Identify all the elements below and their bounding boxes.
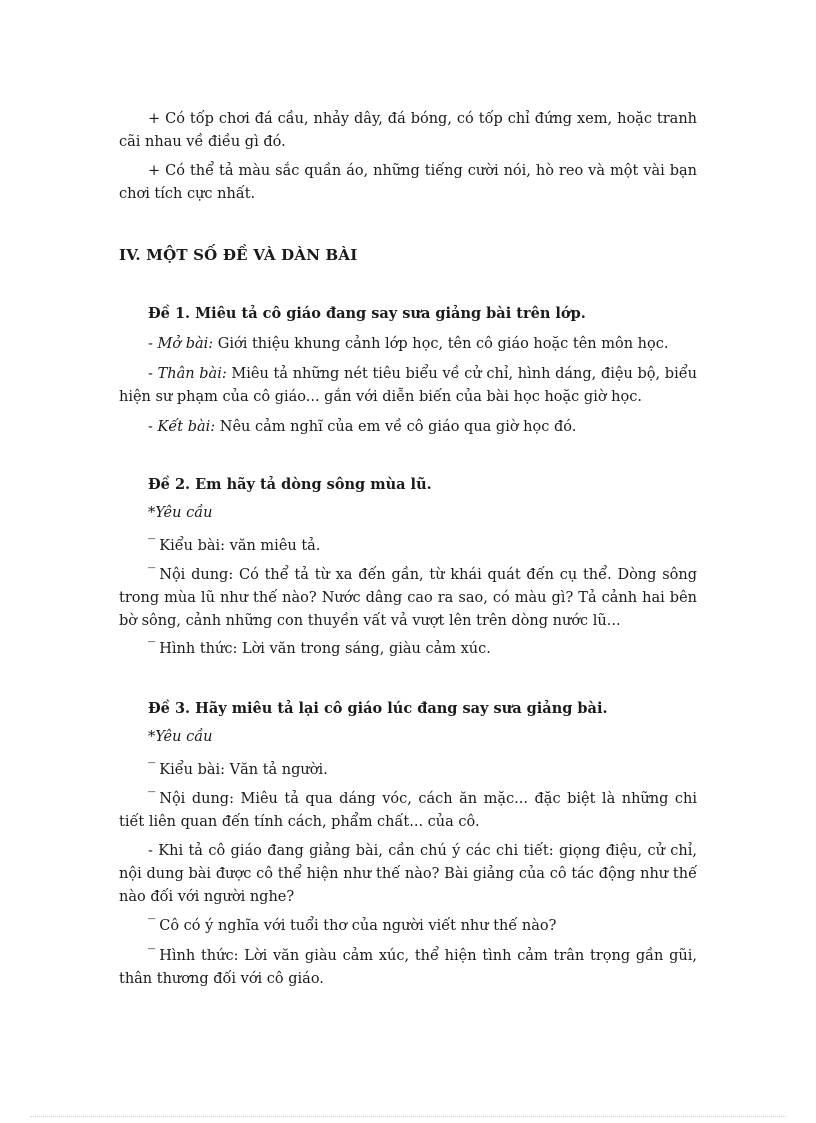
intro-bullet-2: + Có thể tả màu sắc quần áo, những tiếng cười nói, hò reo và một vài bạn chơi tích cực nhất. xyxy=(119,163,697,202)
dash-icon: ‾ xyxy=(148,791,156,807)
topic-3-detail: - Khi tả cô giáo đang giảng bài, cần chú ý các chi tiết: giọng điệu, cử chỉ, nội dung bài được cô thể hiện như thế nào? Bài giảng của cô tác động như thế nào đối với người nghe? xyxy=(119,843,697,905)
page-bottom-divider xyxy=(30,1116,786,1117)
topic-2-content: ‾ Nội dung: Có thể tả từ xa đến gần, từ khái quát đến cụ thể. Dòng sông trong mùa lũ như thế nào? Nước dâng cao ra sao, có màu gì? Tả cảnh hai bên bờ sông, cảnh những con thuyền vất vả vượt lên trên dòng nước lũ... xyxy=(119,567,697,629)
topic-3-type: ‾ Kiểu bài: Văn tả người. xyxy=(148,762,328,778)
topic-1-title: Đề 1. Miêu tả cô giáo đang say sưa giảng bài trên lớp. xyxy=(148,305,586,322)
than-bai-text: Miêu tả những nét tiêu biểu về cử chỉ, hình dáng, điệu bộ, biểu hiện sư phạm của cô giáo... gắn với diễn biến của bài học hoặc giờ học. xyxy=(119,366,697,405)
than-bai-label: Thân bài: xyxy=(157,366,227,382)
dash-icon: ‾ xyxy=(148,567,156,583)
intro-bullet-1: + Có tốp chơi đá cầu, nhảy dây, đá bóng, có tốp chỉ đứng xem, hoặc tranh cãi nhau về điều gì đó. xyxy=(119,111,697,150)
dash-icon: ‾ xyxy=(148,918,156,934)
dash-icon: ‾ xyxy=(148,948,156,964)
topic-2-requirement: *Yêu cầu xyxy=(148,505,213,521)
mo-bai-text: Giới thiệu khung cảnh lớp học, tên cô giáo hoặc tên môn học. xyxy=(213,336,669,352)
topic-1-mo-bai: - Mở bài: Giới thiệu khung cảnh lớp học, tên cô giáo hoặc tên môn học. xyxy=(148,336,669,352)
dash-icon: ‾ xyxy=(148,538,156,554)
topic-3-meaning: ‾ Cô có ý nghĩa với tuổi thơ của người viết như thế nào? xyxy=(148,918,557,934)
topic-2-title: Đề 2. Em hãy tả dòng sông mùa lũ. xyxy=(148,476,432,493)
dash-icon: ‾ xyxy=(148,762,156,778)
ket-bai-text: Nêu cảm nghĩ của em về cô giáo qua giờ học đó. xyxy=(215,419,577,435)
topic-2-form: ‾ Hình thức: Lời văn trong sáng, giàu cảm xúc. xyxy=(148,641,491,657)
topic-1-ket-bai: - Kết bài: Nêu cảm nghĩ của em về cô giáo qua giờ học đó. xyxy=(148,419,577,435)
section-heading: IV. MỘT SỐ ĐỀ VÀ DÀN BÀI xyxy=(119,246,358,264)
topic-2-type: ‾ Kiểu bài: văn miêu tả. xyxy=(148,538,321,554)
ket-bai-label: Kết bài: xyxy=(157,419,216,435)
topic-1-than-bai: - Thân bài: Miêu tả những nét tiêu biểu về cử chỉ, hình dáng, điệu bộ, biểu hiện sư phạm của cô giáo... gắn với diễn biến của bài học hoặc giờ học. xyxy=(119,366,697,405)
topic-3-title: Đề 3. Hãy miêu tả lại cô giáo lúc đang say sưa giảng bài. xyxy=(148,700,608,717)
topic-3-form: ‾ Hình thức: Lời văn giàu cảm xúc, thể hiện tình cảm trân trọng gần gũi, thân thương đối với cô giáo. xyxy=(119,948,697,987)
dash-icon: ‾ xyxy=(148,641,156,657)
topic-3-content: ‾ Nội dung: Miêu tả qua dáng vóc, cách ăn mặc... đặc biệt là những chi tiết liên quan đến tính cách, phẩm chất... của cô. xyxy=(119,791,697,830)
mo-bai-label: Mở bài: xyxy=(157,336,214,352)
topic-3-requirement: *Yêu cầu xyxy=(148,729,213,745)
